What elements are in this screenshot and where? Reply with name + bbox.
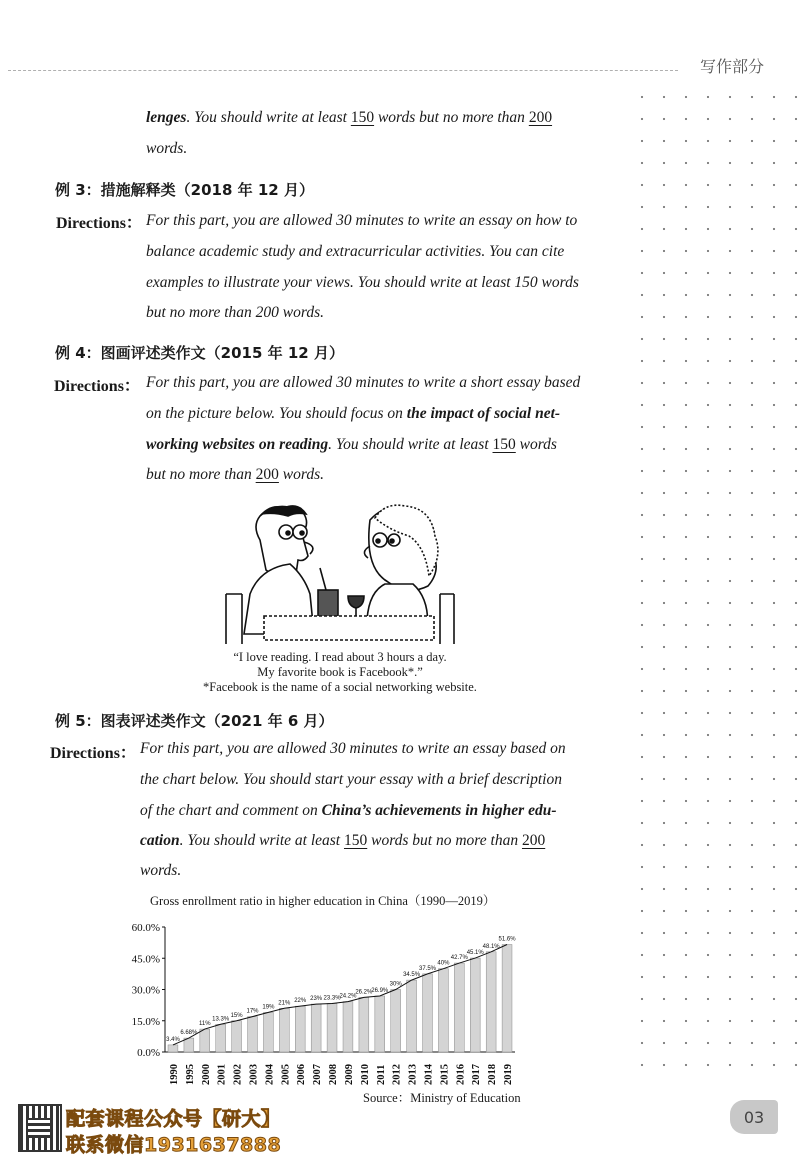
data-label: 22% [294, 998, 307, 1005]
promo-line-1: 配套课程公众号【研大】 [66, 1108, 281, 1130]
data-label: 6.68% [180, 1030, 198, 1037]
bold-term: cation [140, 832, 180, 849]
x-tick-label: 2014 [423, 1064, 435, 1085]
bold-term: lenges [146, 109, 187, 126]
directions-label: Directions： [50, 745, 136, 762]
bar [454, 963, 464, 1052]
x-tick-label: 2009 [343, 1064, 355, 1085]
paragraph-line: cation. You should write at least 150 words but no more than 200 [140, 832, 546, 849]
data-label: 15% [230, 1012, 243, 1019]
header-section-title: 写作部分 [700, 57, 765, 76]
x-tick-label: 2006 [296, 1064, 308, 1085]
data-label: 26.2% [355, 989, 373, 996]
x-tick-label: 2018 [487, 1064, 499, 1085]
x-tick-label: 1990 [168, 1064, 180, 1085]
x-tick-label: 2013 [407, 1064, 419, 1085]
chart-title: Gross enrollment ratio in higher education in China（1990—2019） [150, 894, 496, 908]
x-tick-label: 2011 [375, 1064, 387, 1085]
bar [470, 958, 480, 1052]
bold-term: the impact of social net- [406, 405, 561, 422]
bar [375, 996, 385, 1052]
y-tick-label: 0.0% [137, 1047, 160, 1059]
x-tick-label: 1995 [184, 1064, 196, 1085]
data-label: 40% [437, 960, 450, 967]
data-label: 13.3% [212, 1016, 230, 1023]
data-label: 34.5% [403, 972, 421, 979]
paragraph-line: on the picture below. You should focus on the impact of social net- [146, 405, 561, 422]
data-label: 23.3% [323, 995, 341, 1002]
paragraph-line: words. [146, 140, 188, 157]
data-label: 26.9% [371, 987, 389, 994]
bar [200, 1029, 210, 1052]
bar [311, 1004, 321, 1052]
data-label: 3.4% [166, 1036, 180, 1043]
paragraph-line: of the chart and comment on China’s achievements in higher edu- [140, 802, 557, 819]
bar [168, 1045, 178, 1052]
example-4-heading: 例 4：图画评述类作文（2015 年 12 月） [55, 344, 344, 362]
x-tick-label: 2017 [471, 1064, 483, 1085]
bar [486, 952, 496, 1052]
paragraph-line: but no more than 200 words. [146, 466, 324, 483]
x-tick-label: 2002 [232, 1064, 244, 1085]
paragraph-line: balance academic study and extracurricular activities. You can cite [146, 243, 565, 260]
data-label: 37.5% [418, 965, 437, 972]
x-tick-label: 2012 [391, 1064, 403, 1085]
x-tick-label: 2008 [328, 1064, 340, 1085]
header-rule [8, 70, 678, 71]
x-tick-label: 2007 [312, 1064, 324, 1085]
data-label: 51.6% [498, 936, 516, 943]
y-tick-label: 60.0% [131, 922, 160, 934]
bar [407, 980, 417, 1052]
y-tick-label: 30.0% [131, 984, 160, 997]
directions-label: Directions： [56, 215, 142, 232]
promo-banner [18, 1104, 318, 1156]
paragraph-line: lenges. You should write at least 150 words but no more than 200 [146, 109, 553, 126]
data-label: 42.7% [450, 955, 468, 962]
paragraph-line: For this part, you are allowed 30 minutes to write an essay on how to [146, 212, 578, 229]
paragraph-line: For this part, you are allowed 30 minutes to write an essay based on [140, 740, 566, 757]
bar [216, 1024, 226, 1052]
example-5-heading: 例 5：图表评述类作文（2021 年 6 月） [55, 712, 334, 730]
x-tick-label: 2019 [503, 1064, 515, 1085]
bar [502, 945, 512, 1053]
example-3-heading: 例 3：措施解释类（2018 年 12 月） [55, 181, 314, 199]
data-label: 17% [246, 1008, 259, 1015]
x-tick-label: 2005 [280, 1064, 292, 1085]
chart-source: Source：Ministry of Education [363, 1091, 521, 1105]
y-tick-label: 15.0% [131, 1015, 160, 1028]
x-tick-label: 2000 [200, 1064, 212, 1085]
paragraph-line: examples to illustrate your views. You should write at least 150 words [146, 274, 579, 291]
promo-line-2: 联系微信1931637888 [66, 1134, 282, 1156]
data-label: 19% [262, 1004, 275, 1011]
bold-term: working websites on reading [146, 436, 329, 453]
data-label: 23% [310, 996, 323, 1003]
bar [359, 997, 369, 1052]
cartoon-footnote: *Facebook is the name of a social networking website. [203, 680, 477, 694]
data-label: 30% [389, 981, 402, 988]
bar [343, 1002, 353, 1052]
x-tick-label: 2015 [439, 1064, 451, 1085]
x-tick-label: 2003 [248, 1064, 260, 1085]
paragraph-line: words. [140, 862, 182, 879]
x-tick-label: 2001 [216, 1064, 228, 1085]
bar [232, 1021, 242, 1052]
paragraph-line: the chart below. You should start your essay with a brief description [140, 771, 562, 788]
bar [423, 974, 433, 1052]
data-label: 48.1% [482, 943, 500, 950]
bar [327, 1003, 337, 1052]
directions-label: Directions： [54, 378, 140, 395]
bar [263, 1012, 273, 1052]
dot-grid-margin [625, 80, 800, 1080]
cartoon-caption-quote: “I love reading. I read about 3 hours a day. [233, 650, 447, 664]
qr-code-icon [18, 1104, 62, 1152]
data-label: 11% [198, 1021, 211, 1028]
bar [184, 1038, 194, 1052]
cartoon-illustration [220, 498, 460, 646]
enrollment-bar-chart [120, 915, 520, 1085]
data-label: 21% [278, 1000, 291, 1007]
data-label: 45.1% [466, 950, 484, 957]
cartoon-caption-quote-2: My favorite book is Facebook*.” [257, 665, 423, 679]
paragraph-line: working websites on reading. You should write at least 150 words [146, 436, 557, 453]
y-tick-label: 45.0% [131, 953, 160, 966]
x-tick-label: 2016 [455, 1064, 467, 1085]
bar [391, 990, 401, 1053]
bar [438, 969, 448, 1052]
paragraph-line: but no more than 200 words. [146, 304, 324, 321]
page-number-badge: 03 [730, 1100, 778, 1134]
bar [279, 1008, 289, 1052]
data-label: 24.2% [339, 993, 357, 1000]
paragraph-line: For this part, you are allowed 30 minutes to write a short essay based [146, 374, 581, 391]
bar [295, 1006, 305, 1052]
bold-term: China’s achievements in higher edu- [321, 802, 557, 819]
bar [248, 1017, 258, 1052]
x-tick-label: 2010 [359, 1064, 371, 1085]
x-tick-label: 2004 [264, 1064, 276, 1085]
